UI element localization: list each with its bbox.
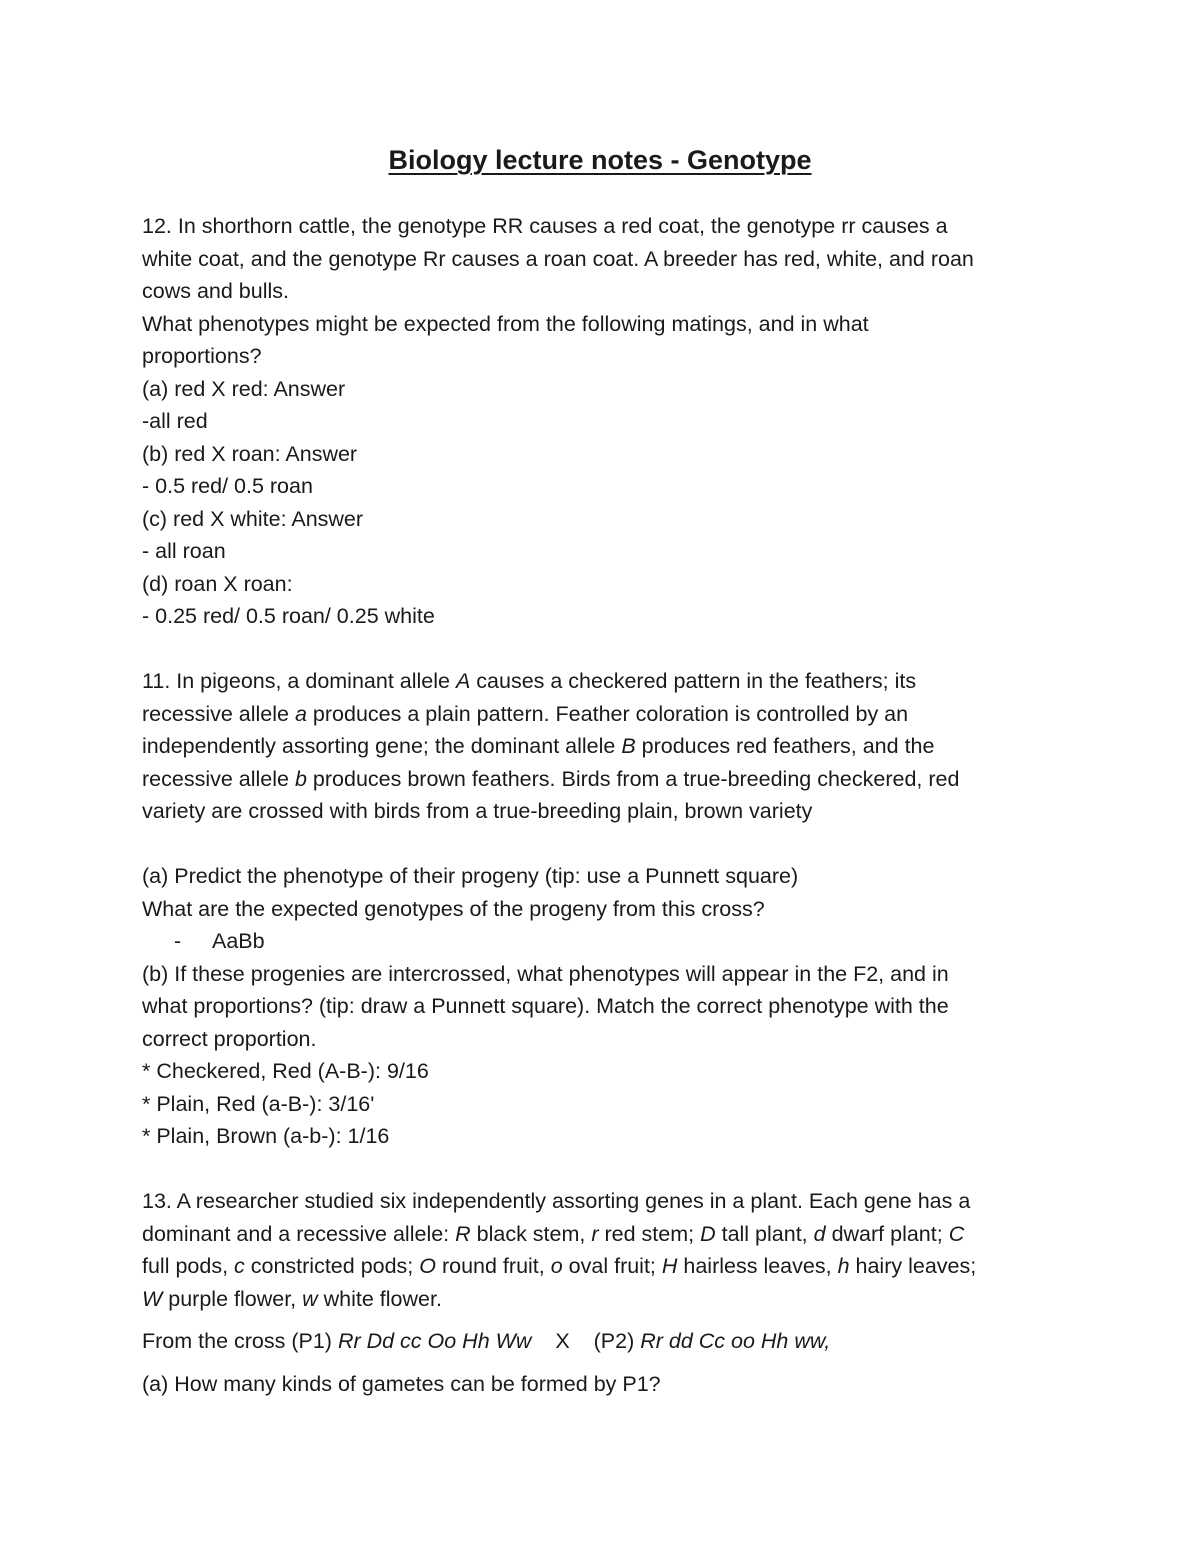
cross-line [142, 1325, 1072, 1358]
text-run: causes a checkered pattern in the feathers; its [470, 669, 917, 693]
allele-symbol: O [419, 1254, 436, 1278]
paragraph-line [142, 665, 1072, 698]
text-run: produces brown feathers. Birds from a true-breeding checkered, red [306, 766, 960, 791]
text-run: (P2) [593, 1329, 641, 1353]
subquestion-a: (a) How many kinds of gametes can be formed by P1? [142, 1371, 661, 1396]
text-run: red stem; [598, 1221, 701, 1246]
text-run: 11. In pigeons, a dominant allele [142, 669, 456, 693]
answer-d: - 0.25 red/ 0.5 roan/ 0.25 white [142, 604, 435, 628]
text-run: full pods, [142, 1254, 235, 1278]
text-run: tall plant, [715, 1221, 814, 1246]
answer-c: - all roan [142, 539, 226, 563]
text-run: white flower. [317, 1286, 442, 1311]
answer-a [142, 925, 1072, 958]
ratio-item: * Plain, Red (a-B-): 3/16' [142, 1091, 375, 1116]
subquestion-a: (a) Predict the phenotype of their progeny (tip: use a Punnett square) [142, 864, 799, 888]
text-run: round fruit, [436, 1254, 551, 1278]
text-run: hairless leaves, [677, 1254, 838, 1278]
allele-symbol: r [591, 1221, 599, 1246]
text-run: dominant and a recessive allele: [142, 1221, 456, 1246]
paragraph-line [142, 698, 1072, 731]
paragraph-line: 13. A researcher studied six independently assorting genes in a plant. Each gene has a [142, 1189, 971, 1213]
paragraph-gap [142, 633, 1072, 666]
answer-a: -all red [142, 409, 208, 433]
subquestion-a: (a) red X red: Answer [142, 376, 346, 401]
allele-symbol: H [661, 1254, 678, 1278]
paragraph-line: What phenotypes might be expected from the following matings, and in what [142, 311, 869, 336]
document-body [142, 210, 1072, 1400]
allele-symbol: C [948, 1221, 965, 1246]
cross-symbol: X [531, 1329, 594, 1353]
text-run: produces red feathers, and the [635, 734, 935, 758]
allele-symbol: o [550, 1254, 563, 1278]
subquestion-c: (c) red X white: Answer [142, 506, 364, 531]
paragraph-line: 12. In shorthorn cattle, the genotype RR causes a red coat, the genotype rr causes a [142, 214, 948, 238]
paragraph-line [142, 1250, 1072, 1283]
text-run: recessive allele [142, 701, 295, 726]
allele-symbol: b [294, 766, 307, 791]
text-run: black stem, [470, 1221, 592, 1246]
question-12 [142, 210, 1072, 633]
text-run: constricted pods; [244, 1254, 420, 1278]
allele-symbol: w [302, 1286, 318, 1311]
text-run: From the cross (P1) [142, 1329, 338, 1353]
paragraph-line [142, 1283, 1072, 1316]
paragraph-line: proportions? [142, 344, 262, 368]
page-title: Biology lecture notes - Genotype [388, 145, 812, 175]
text-run: recessive allele [142, 766, 295, 791]
allele-symbol: h [837, 1254, 850, 1278]
allele-symbol: B [621, 734, 636, 758]
list-dash: - [174, 929, 182, 953]
text-run: dwarf plant; [825, 1221, 949, 1246]
subquestion-d: (d) roan X roan: [142, 571, 293, 596]
paragraph-line: white coat, and the genotype Rr causes a roan coat. A breeder has red, white, and roan [142, 246, 974, 271]
subquestion-a-followup: What are the expected genotypes of the progeny from this cross? [142, 896, 765, 921]
allele-symbol: c [234, 1254, 245, 1278]
text-run: hairy leaves; [849, 1254, 977, 1278]
paragraph-line [142, 1218, 1072, 1251]
text-run: independently assorting gene; the dominant allele [142, 734, 622, 758]
text-run: produces a plain pattern. Feather coloration is controlled by an [306, 701, 909, 726]
question-13 [142, 1185, 1072, 1400]
question-11 [142, 665, 1072, 1153]
allele-symbol: R [455, 1221, 471, 1246]
answer-b: - 0.5 red/ 0.5 roan [142, 474, 313, 498]
paragraph-line [142, 763, 1072, 796]
text-run: purple flower, [162, 1286, 303, 1311]
paragraph-line: cows and bulls. [142, 279, 289, 303]
allele-symbol: D [700, 1221, 716, 1246]
paragraph-gap [142, 1315, 1072, 1325]
paragraph-gap [142, 828, 1072, 861]
paragraph-gap [142, 1358, 1072, 1368]
ratio-item: * Plain, Brown (a-b-): 1/16 [142, 1124, 390, 1148]
allele-symbol: d [813, 1221, 826, 1246]
allele-symbol: a [294, 701, 307, 726]
paragraph-line [142, 730, 1072, 763]
paragraph-line: variety are crossed with birds from a true-breeding plain, brown variety [142, 799, 813, 823]
parent-1-genotype: Rr Dd cc Oo Hh Ww [337, 1329, 532, 1353]
ratio-item: * Checkered, Red (A-B-): 9/16 [142, 1059, 429, 1083]
paragraph-gap [142, 1153, 1072, 1186]
answer-genotype: AaBb [212, 929, 265, 953]
paragraph-line: correct proportion. [142, 1026, 317, 1051]
allele-symbol: W [142, 1286, 163, 1311]
subquestion-b: (b) If these progenies are intercrossed, what phenotypes will appear in the F2, and in [142, 961, 949, 986]
allele-symbol: A [455, 669, 471, 693]
text-run: oval fruit; [562, 1254, 662, 1278]
paragraph-line: what proportions? (tip: draw a Punnett square). Match the correct phenotype with the [142, 994, 949, 1018]
parent-2-genotype: Rr dd Cc oo Hh ww, [640, 1329, 831, 1353]
subquestion-b: (b) red X roan: Answer [142, 441, 358, 466]
